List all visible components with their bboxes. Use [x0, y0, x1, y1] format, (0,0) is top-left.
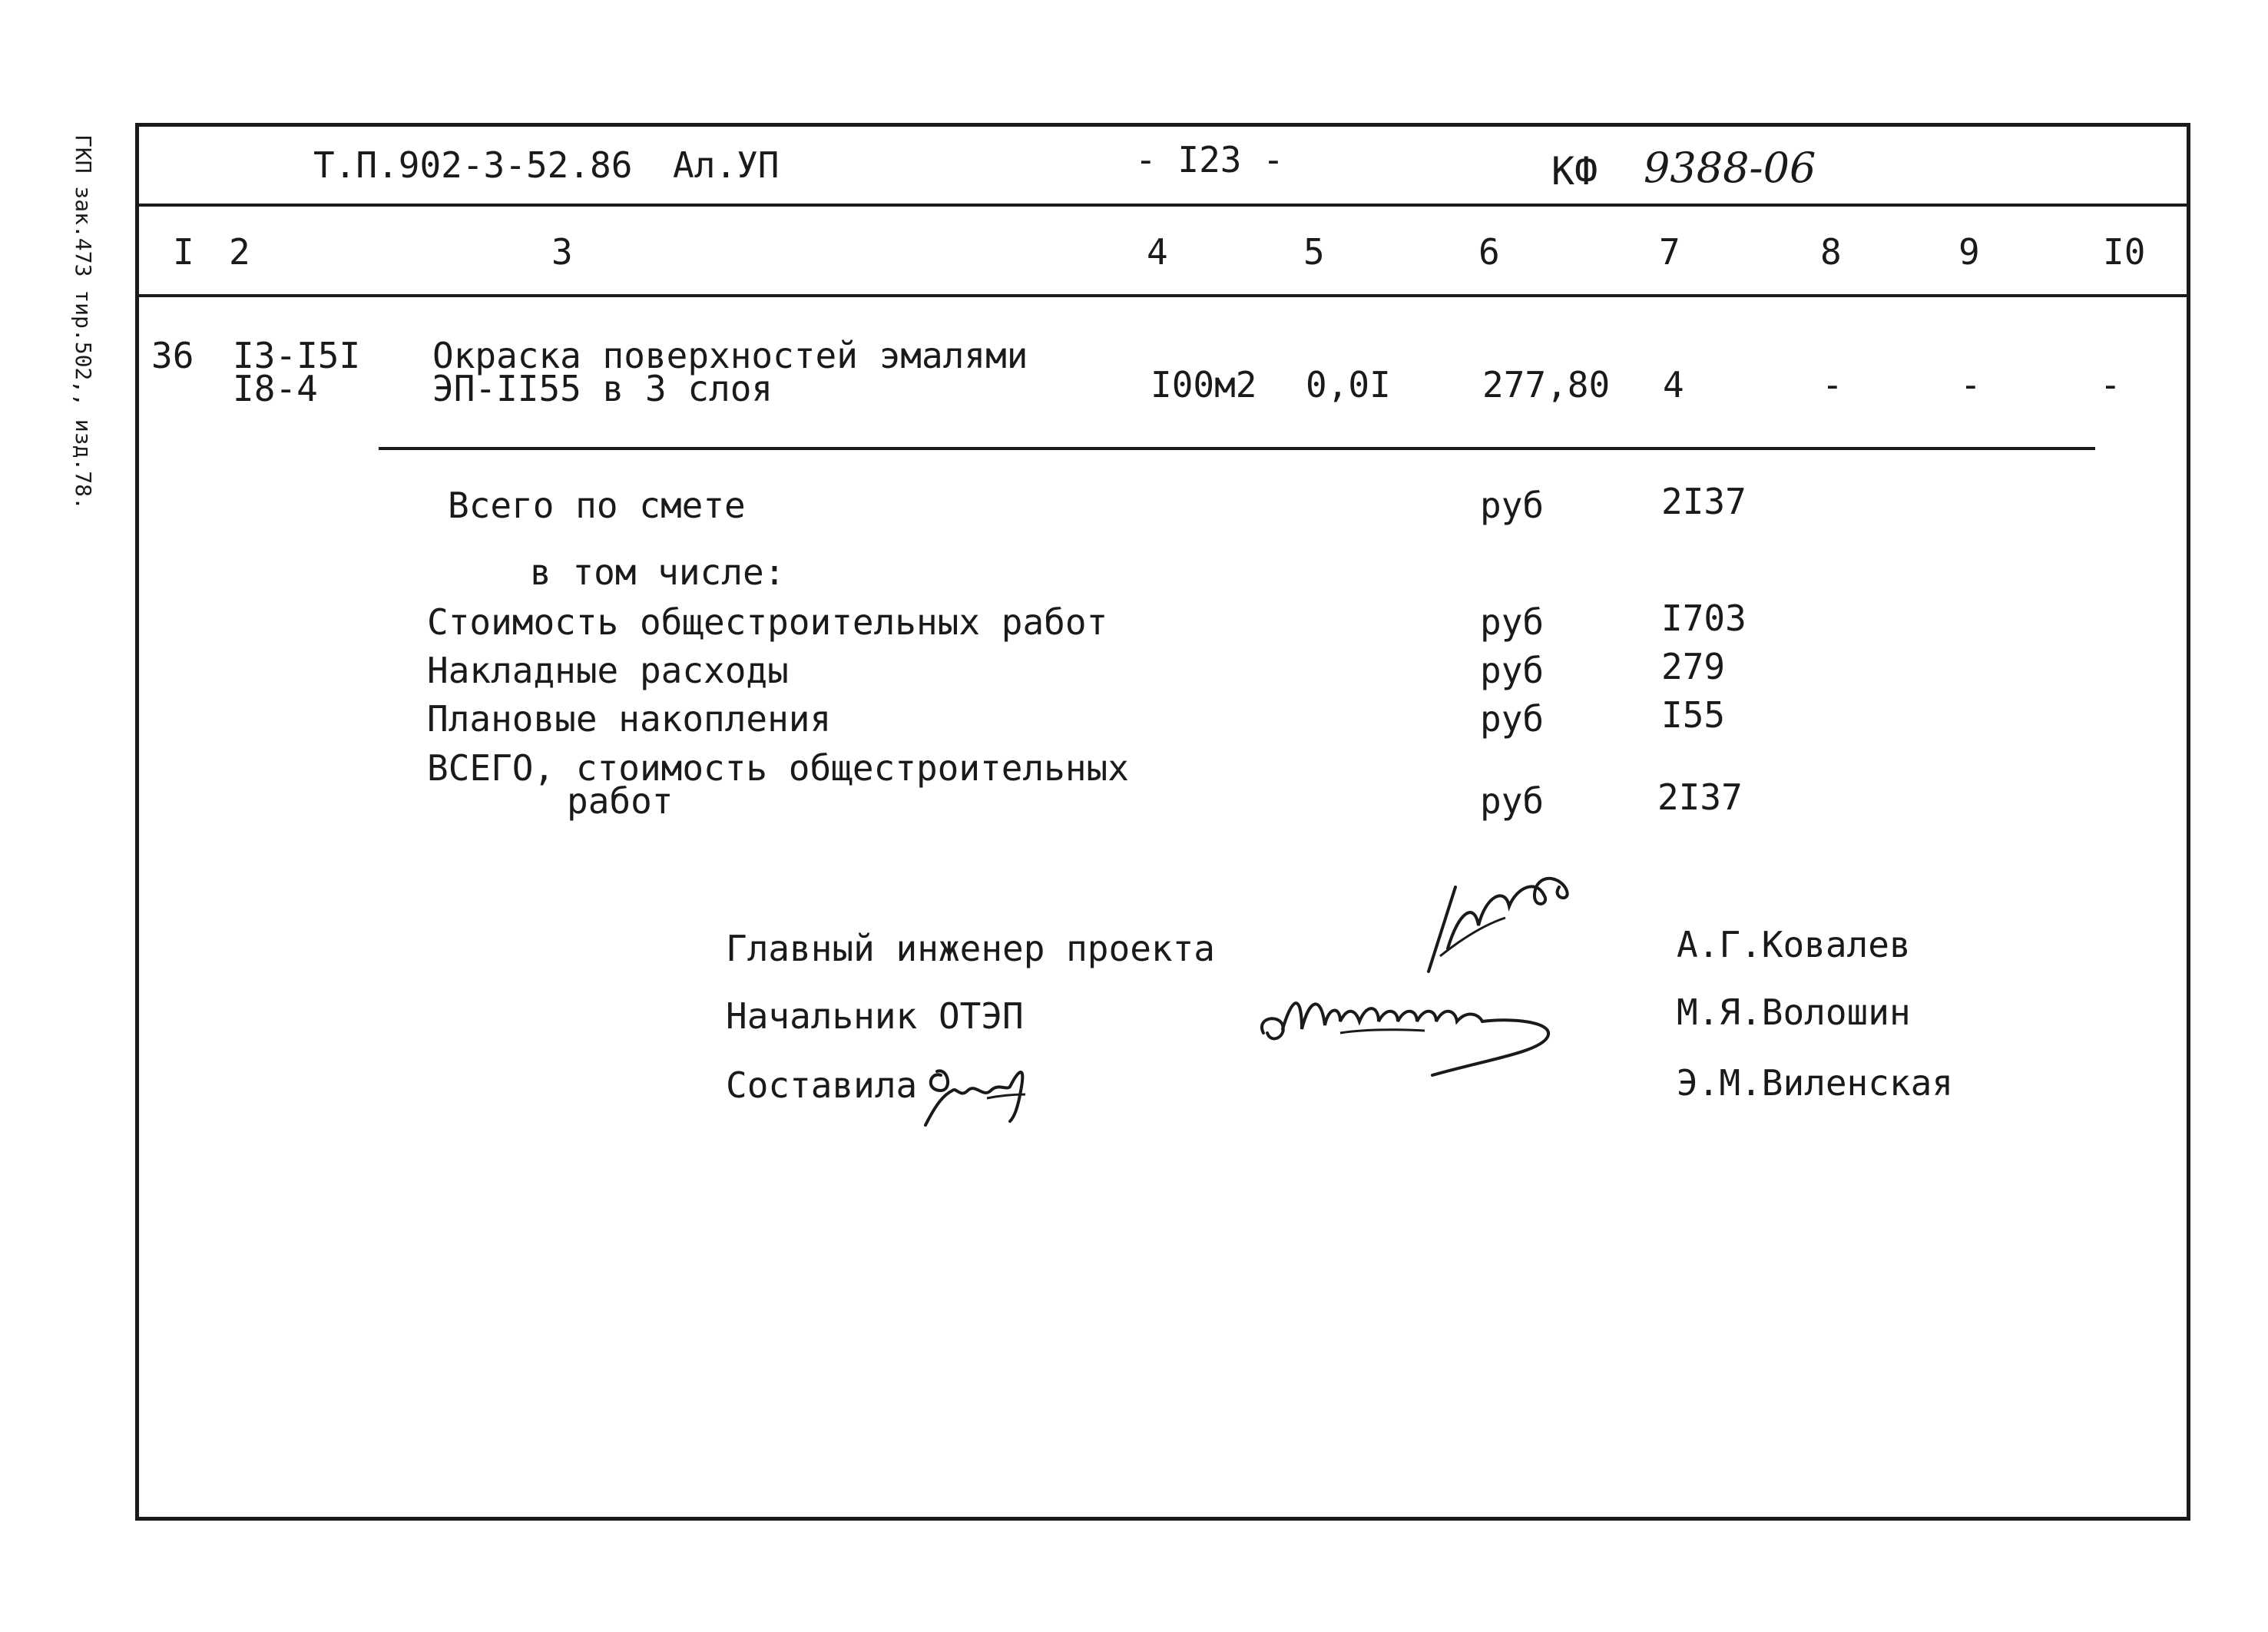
col-header-9: 9	[1958, 231, 1980, 273]
row-quantity: 0,0I	[1306, 364, 1391, 406]
summary-item-label: Плановые накопления	[427, 698, 832, 740]
row-number: 36	[151, 335, 194, 376]
summary-including-label: в том числе:	[530, 551, 786, 593]
signature-name: Э.М.Виленская	[1677, 1062, 1954, 1104]
signature-role: Составила	[726, 1064, 918, 1106]
row-col10: -	[2100, 364, 2121, 406]
col-header-2: 2	[229, 231, 250, 273]
summary-grand-unit: руб	[1480, 780, 1545, 822]
signature-role: Главный инженер проекта	[726, 928, 1215, 969]
summary-item-value: I55	[1661, 694, 1726, 736]
signature-head-otep	[1256, 975, 1578, 1083]
col-header-1: I	[173, 231, 194, 273]
summary-grand-value: 2I37	[1657, 776, 1743, 818]
code-number: 9388-06	[1644, 144, 1816, 192]
signature-name: А.Г.Ковалев	[1677, 924, 1911, 965]
summary-item-label: Стоимость общестроительных работ	[427, 601, 1108, 643]
col-header-10: I0	[2103, 231, 2146, 273]
col-header-6: 6	[1478, 231, 1500, 273]
summary-item-unit: руб	[1480, 650, 1545, 691]
row-col8: -	[1822, 364, 1843, 406]
row-unit: I00м2	[1151, 364, 1257, 406]
col-header-7: 7	[1659, 231, 1680, 273]
project-code: Т.П.902-3-52.86	[313, 144, 633, 186]
page-number: - I23 -	[1135, 139, 1284, 180]
row-code-line2: I8-4	[233, 368, 318, 409]
row-total: 4	[1663, 364, 1684, 406]
col-header-8: 8	[1820, 231, 1842, 273]
row-col9: -	[1960, 364, 1982, 406]
header-divider	[135, 204, 2190, 207]
row-description-line2: ЭП-II55 в 3 слоя	[432, 368, 773, 409]
summary-total-value: 2I37	[1661, 481, 1747, 522]
document-frame	[135, 123, 2190, 1521]
album-label: Ал.УП	[673, 144, 780, 186]
summary-item-unit: руб	[1480, 698, 1545, 740]
summary-item-value: I703	[1661, 598, 1747, 639]
summary-total-unit: руб	[1480, 485, 1545, 526]
row-description-line1: Окраска поверхностей эмалями	[432, 335, 1028, 376]
col-header-5: 5	[1303, 231, 1325, 273]
signature-name: М.Я.Волошин	[1677, 991, 1911, 1033]
summary-grand-label-line2: работ	[567, 780, 674, 822]
summary-grand-label-line1: ВСЕГО, стоимость общестроительных	[427, 747, 1129, 789]
row-divider	[379, 447, 2095, 450]
column-header-divider	[135, 294, 2190, 297]
col-header-3: 3	[551, 231, 573, 273]
signature-compiler	[910, 1056, 1041, 1133]
row-unit-price: 277,80	[1482, 364, 1611, 406]
signature-chief-engineer	[1413, 864, 1590, 979]
summary-total-label: Всего по смете	[448, 485, 746, 526]
col-header-4: 4	[1147, 231, 1168, 273]
summary-item-value: 279	[1661, 646, 1726, 687]
summary-item-label: Накладные расходы	[427, 650, 789, 691]
side-print-note: ГКП зак.473 тир.502,, изд.78.	[71, 134, 96, 510]
signature-role: Начальник ОТЭП	[726, 995, 1024, 1037]
row-code-line1: I3-I5I	[233, 335, 361, 376]
code-prefix: КФ	[1551, 149, 1598, 194]
summary-item-unit: руб	[1480, 601, 1545, 643]
